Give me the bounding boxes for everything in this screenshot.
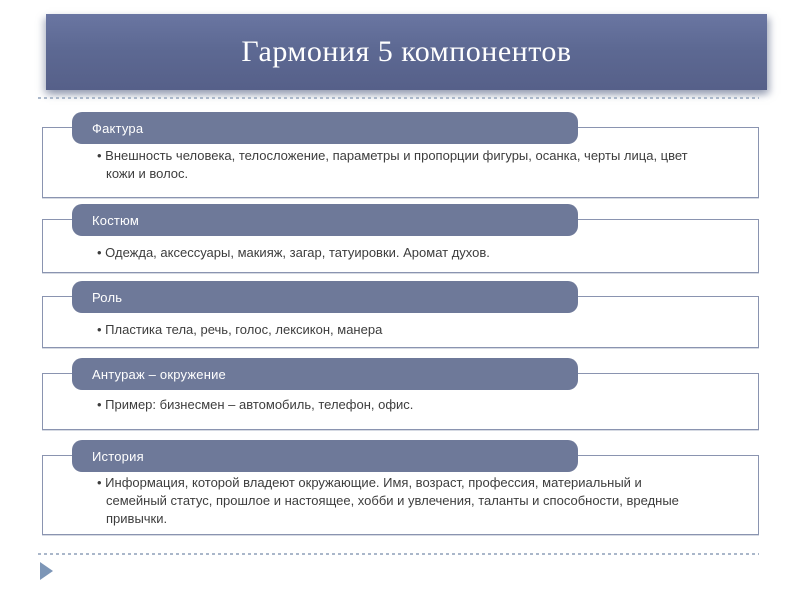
section-rol	[42, 281, 759, 348]
section-istoriya	[42, 440, 759, 535]
section-tab	[72, 204, 578, 236]
slide-title: Гармония 5 компонентов	[241, 35, 572, 68]
section-faktura	[42, 112, 759, 198]
section-tab	[72, 440, 578, 472]
section-label: История	[92, 448, 144, 464]
slide-title-bar	[46, 14, 767, 90]
section-kostyum	[42, 204, 759, 273]
section-tab	[72, 281, 578, 313]
section-label: Роль	[92, 289, 123, 305]
section-anturazh	[42, 358, 759, 430]
section-label: Костюм	[92, 212, 139, 228]
section-tab	[72, 112, 578, 144]
section-body-text: • Пример: бизнесмен – автомобиль, телефон, офис.	[97, 396, 413, 414]
section-tab	[72, 358, 578, 390]
triangle-right-icon	[40, 562, 53, 580]
bottom-dotted-divider	[38, 553, 759, 555]
section-body-text: • Внешность человека, телосложение, параметры и пропорции фигуры, осанка, черты лица, цвет кожи и волос.	[97, 147, 696, 183]
section-body-text: • Информация, которой владеют окружающие. Имя, возраст, профессия, материальный и семейный статус, прошлое и настоящее, хобби и увлечения, таланты и способности, вредные привычки.	[97, 474, 696, 528]
section-body-text: • Пластика тела, речь, голос, лексикон, манера	[97, 321, 382, 339]
section-label: Фактура	[92, 120, 144, 136]
top-dotted-divider	[38, 97, 759, 99]
section-label: Антураж – окружение	[92, 366, 226, 382]
section-body-text: • Одежда, аксессуары, макияж, загар, татуировки. Аромат духов.	[97, 244, 490, 262]
